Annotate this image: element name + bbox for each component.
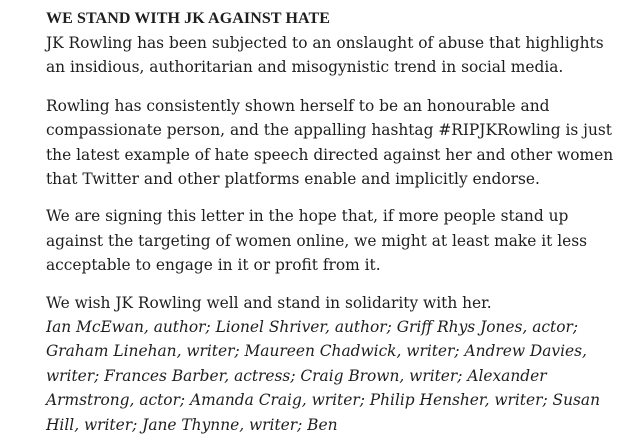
paragraph-1: JK Rowling has been subjected to an onslaught of abuse that highlights an insidious, authoritarian and misogynistic trend in social media. [46, 34, 604, 77]
paragraph-4: We wish JK Rowling well and stand in solidarity with her. [46, 293, 492, 312]
paragraph-2: Rowling has consistently shown herself to be an honourable and compassionate person, and the appalling hashtag #RIPJKRowling is just the latest example of hate speech directed against her and other women that Twitter and other platforms enable and implicitly endorse. [46, 96, 614, 189]
letter-article [46, 7, 626, 437]
headline: WE STAND WITH JK AGAINST HATE [46, 10, 331, 27]
paragraph-3: We are signing this letter in the hope that, if more people stand up against the targeting of women online, we might at least make it less acceptable to engage in it or profit from it. [46, 207, 588, 275]
signatories-list: Ian McEwan, author; Lionel Shriver, author; Griff Rhys Jones, actor; Graham Linehan, writer; Maureen Chadwick, writer; Andrew Davies, writer; Frances Barber, actress; Craig Brown, writer; Alexander Armstrong, actor; Amanda Craig, writer; Philip Hensher, writer; Susan Hill, writer; Jane Thynne, writer; Ben [46, 318, 600, 434]
